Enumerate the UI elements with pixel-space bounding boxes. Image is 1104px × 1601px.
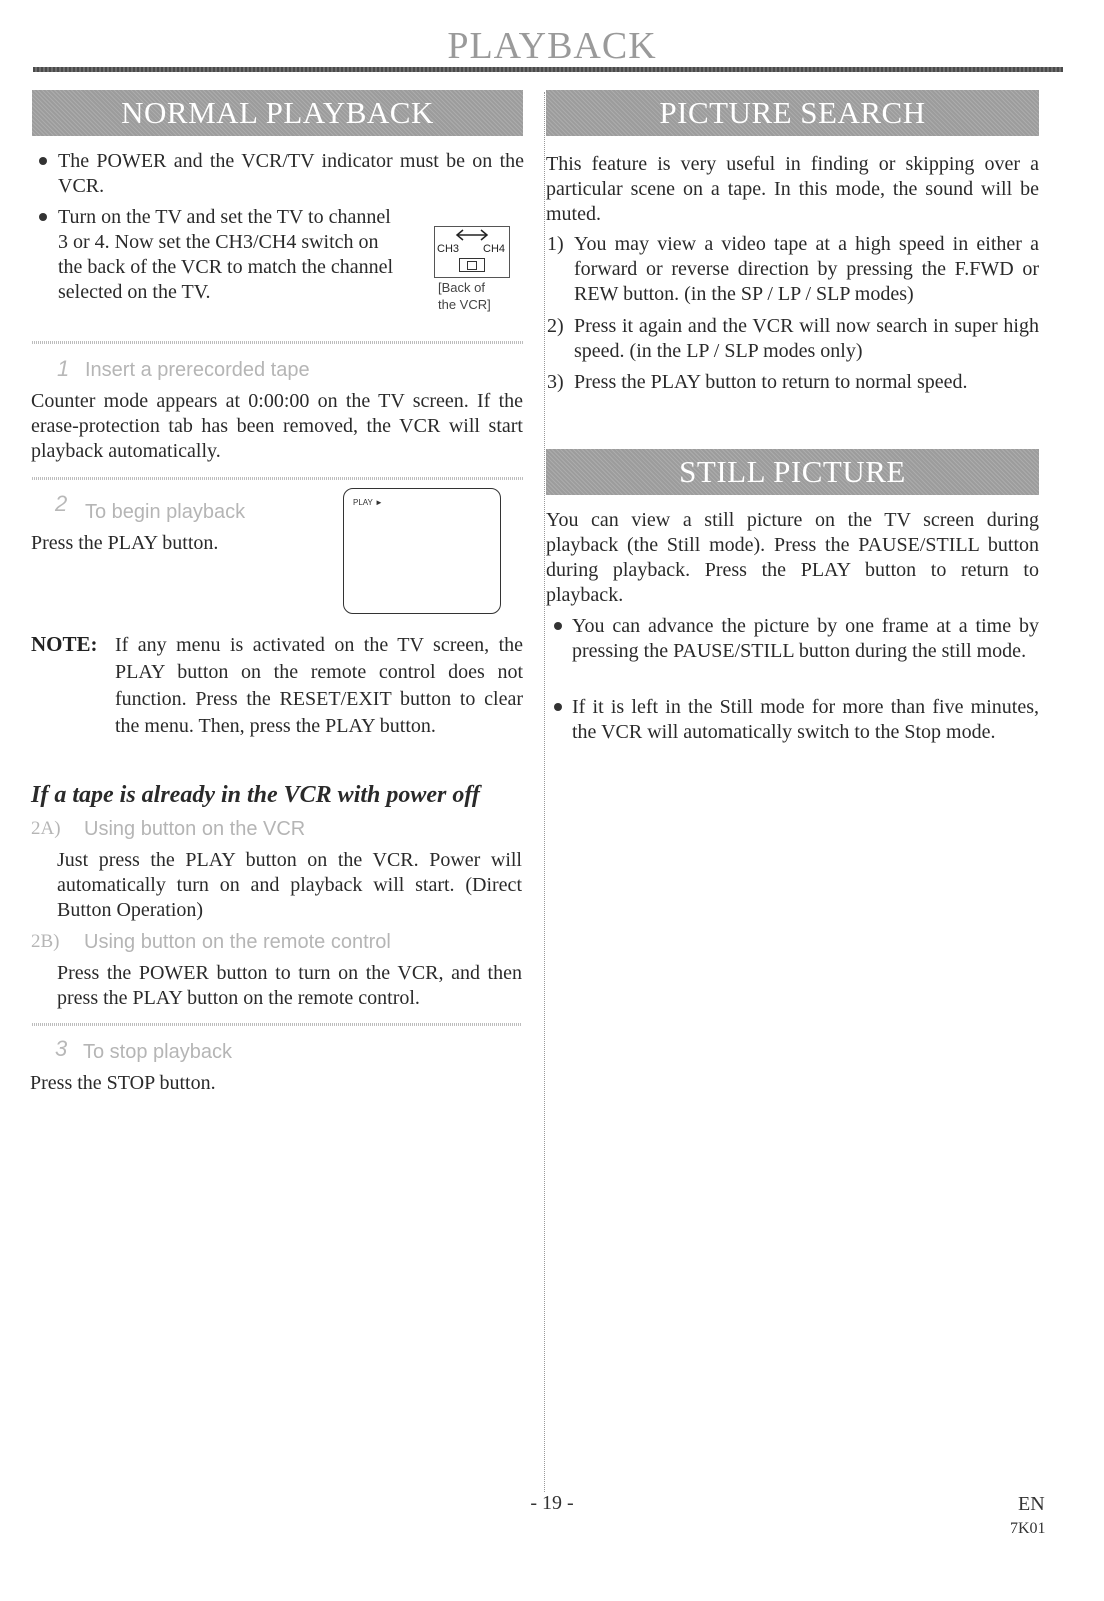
- still-picture-banner: STILL PICTURE: [546, 449, 1039, 495]
- picture-search-intro: This feature is very useful in finding or skipping over a particular scene on a tape. In this mode, the sound will be muted.: [546, 153, 1039, 225]
- page-number: - 19 -: [530, 1492, 574, 1514]
- step2-text: Press the PLAY button.: [31, 532, 219, 554]
- diagram-caption: [438, 279, 491, 313]
- step-number: 2B): [31, 931, 60, 952]
- remote-button-text: Press the POWER button to turn on the VCR, and then press the PLAY button on the remote control.: [57, 962, 522, 1009]
- bullet-icon: [554, 703, 562, 711]
- power-indicator-bullet: The POWER and the VCR/TV indicator must be on the VCR.: [58, 150, 524, 197]
- double-arrow-icon: [455, 229, 489, 241]
- note-label: NOTE:: [31, 632, 98, 656]
- ch3-label: CH3: [437, 243, 460, 255]
- screen-play-label: PLAY ►: [353, 498, 383, 507]
- item-number: 2): [547, 315, 564, 337]
- still-bullet-auto-stop: If it is left in the Still mode for more than five minutes, the VCR will automatically switch to the Stop mode.: [572, 696, 1039, 743]
- channel-bullet-line: selected on the TV.: [58, 281, 211, 303]
- step-number: 2A): [31, 818, 61, 839]
- step-heading: Using button on the remote control: [84, 931, 391, 953]
- picture-search-banner: PICTURE SEARCH: [546, 90, 1039, 136]
- ch3-ch4-switch-diagram: [434, 226, 510, 278]
- still-picture-intro: You can view a still picture on the TV screen during playback (the Still mode). Press the PAUSE/STILL button during playback. Press the PLAY button to return to playback.: [546, 509, 1039, 606]
- channel-bullet-line: the back of the VCR to match the channel: [58, 256, 394, 278]
- step-number: 2: [55, 491, 68, 516]
- channel-bullet-line: Turn on the TV and set the TV to channel: [58, 206, 391, 228]
- step1-text: Counter mode appears at 0:00:00 on the TV screen. If the erase-protection tab has been removed, the VCR will start playback automatically.: [31, 390, 523, 462]
- step-heading: To begin playback: [85, 501, 246, 523]
- item-number: 3): [547, 371, 564, 393]
- channel-bullet-line: 3 or 4. Now set the CH3/CH4 switch on: [58, 231, 379, 253]
- tv-screen-illustration: [343, 488, 501, 614]
- item-text: Press the PLAY button to return to normal speed.: [574, 371, 968, 393]
- slide-switch-icon: [459, 258, 485, 272]
- section-divider: [32, 1023, 521, 1026]
- bullet-icon: [39, 213, 47, 221]
- note-text: If any menu is activated on the TV screen, the PLAY button on the remote control does not function. Press the RESET/EXIT button to clear the menu. Then, press the PLAY button.: [115, 634, 523, 737]
- item-number: 1): [547, 233, 564, 255]
- channel-bullet: [58, 205, 430, 305]
- bullet-icon: [554, 622, 562, 630]
- caption-line: [Back of: [438, 280, 485, 295]
- step-heading: Using button on the VCR: [84, 818, 306, 840]
- model-code: 7K01: [1010, 1520, 1046, 1537]
- step-heading: To stop playback: [83, 1041, 232, 1063]
- step-number: 3: [55, 1036, 68, 1061]
- section-divider: [32, 341, 523, 344]
- step-heading: Insert a prerecorded tape: [85, 359, 310, 381]
- vcr-button-text: Just press the PLAY button on the VCR. Power will automatically turn on and playback will start. (Direct Button Operation): [57, 849, 522, 921]
- title-rule: [33, 67, 1063, 72]
- page-title: PLAYBACK: [447, 25, 657, 67]
- power-off-heading: If a tape is already in the VCR with power off: [31, 782, 480, 808]
- step-number: 1: [57, 356, 70, 381]
- normal-playback-banner: NORMAL PLAYBACK: [32, 90, 523, 136]
- item-text: You may view a video tape at a high speed in either a forward or reverse direction by pressing the F.FWD or REW button. (in the SP / LP / SLP modes): [574, 233, 1039, 305]
- ch4-label: CH4: [483, 243, 506, 255]
- bullet-icon: [39, 157, 47, 165]
- still-bullet-frame-advance: You can advance the picture by one frame at a time by pressing the PAUSE/STILL button during the still mode.: [572, 615, 1039, 662]
- item-text: Press it again and the VCR will now search in super high speed. (in the LP / SLP modes only): [574, 315, 1039, 362]
- column-divider: [544, 92, 546, 1492]
- step3-text: Press the STOP button.: [30, 1072, 216, 1094]
- caption-line: the VCR]: [438, 297, 491, 312]
- section-divider: [32, 477, 523, 480]
- language-code: EN: [1018, 1493, 1045, 1515]
